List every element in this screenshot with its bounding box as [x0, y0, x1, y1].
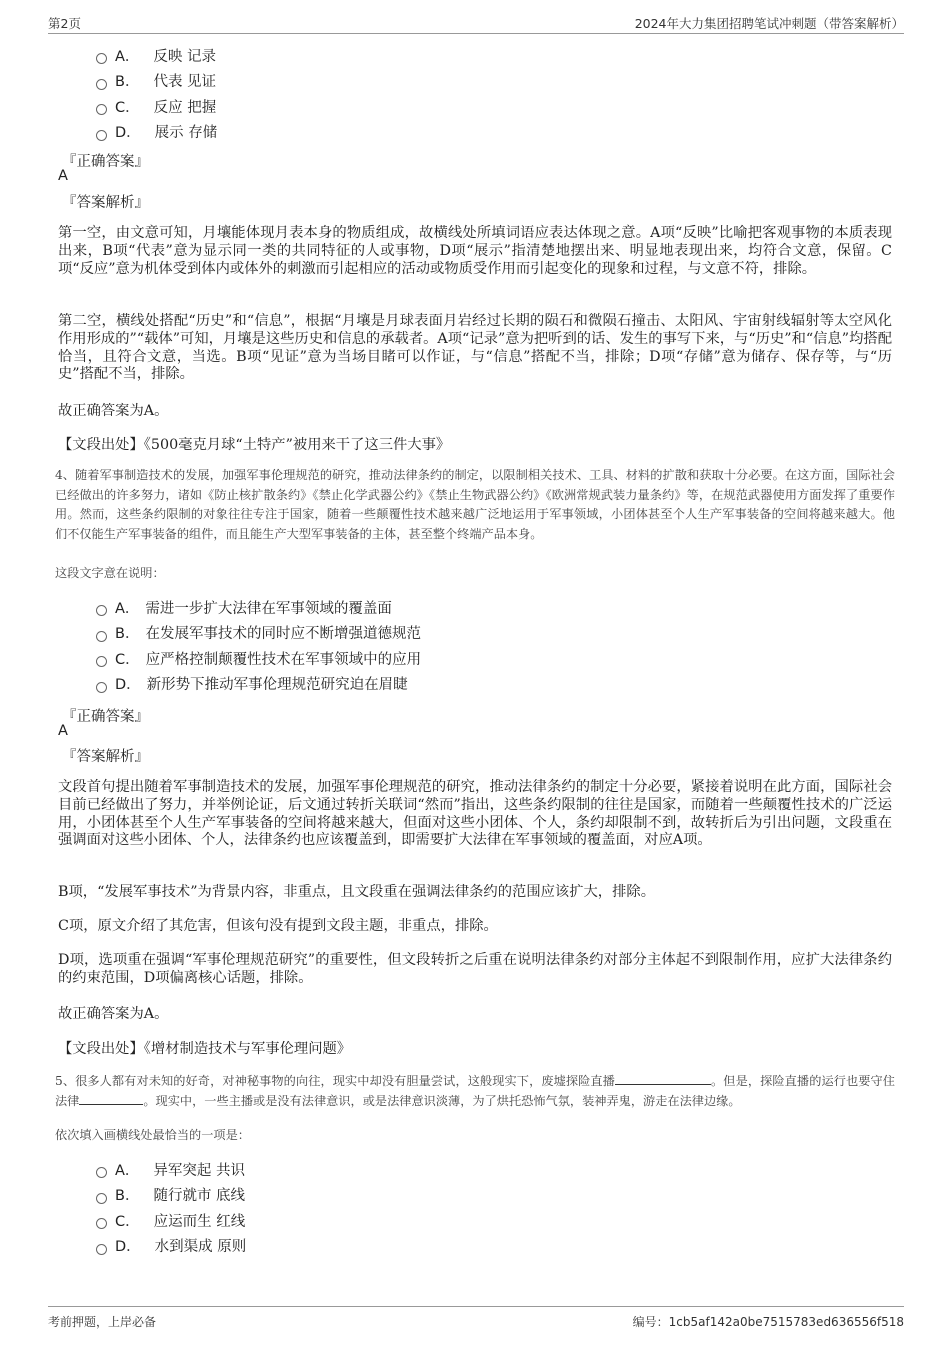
q5-blank-1[interactable] [615, 1072, 711, 1085]
analysis-label: 『答案解析』 [62, 195, 149, 211]
radio-icon[interactable] [96, 104, 107, 115]
option-letter: B． [115, 626, 140, 643]
q3-analysis-1: 第一空，由文意可知，月壤能体现月表本身的物质组成，故横线处所填词语应表达体现之意。A项“反映”比喻把客观事物的本质表现出来，B项“代表”意为显示同一类的共同特征的人或事物，D项“展示”指清楚地摆出来、明显地表现出来，均符合文意，保留。C项“反应”意为机体受到体内或体外的刺激而引起相应的活动或物质受作用而引起变化的现象和过程，与文意不符，排除。 [58, 225, 892, 277]
option-letter: D． [115, 125, 141, 142]
q5-options [96, 1158, 246, 1260]
option-letter: C． [115, 1213, 140, 1230]
option-text: 需进一步扩大法律在军事领域的覆盖面 [145, 600, 392, 617]
q3-answer: A [58, 168, 68, 184]
option-text: 展示 存储 [154, 125, 218, 142]
q5-blank-2[interactable] [79, 1092, 143, 1105]
page-footer [48, 1306, 904, 1329]
radio-icon[interactable] [96, 53, 107, 64]
option-text: 应运而生 红线 [153, 1213, 246, 1230]
q5-text-2: 。但是，探险直播的运行也要守住法律 [55, 1074, 895, 1108]
q4-answer: A [58, 723, 68, 739]
radio-icon[interactable] [96, 682, 107, 693]
option-text: 随行就市 底线 [153, 1188, 246, 1205]
page-header [48, 14, 904, 34]
radio-icon[interactable] [96, 631, 107, 642]
correct-answer-label: 『正确答案』 [62, 709, 149, 725]
option-text: 应严格控制颠覆性技术在军事领域中的应用 [145, 651, 422, 668]
option-letter: A． [115, 600, 140, 617]
option-text: 新形势下推动军事伦理规范研究迫在眉睫 [146, 677, 408, 694]
q3-analysis-2: 第二空，横线处搭配“历史”和“信息”，根据“月壤是月球表面月岩经过长期的陨石和微陨石撞击、太阳风、宇宙射线辐射等太空风化作用形成的”“载体”可知，月壤是这些历史和信息的承载者。A项“记录”意为把听到的话、发生的事写下来，与“历史”和“信息”均搭配恰当，且符合文意，当选。B项“见证”意为当场目睹可以作证，与“信息”搭配不当，排除；D项“存储”意为储存、保存等，与“历史”搭配不当，排除。 [58, 313, 892, 383]
option-text: 代表 见证 [153, 74, 217, 91]
document-title: 2024年大力集团招聘笔试冲刺题（带答案解析） [634, 16, 904, 31]
q4-analysis-1: 文段首句提出随着军事制造技术的发展，加强军事伦理规范的研究，推动法律条约的制定十分必要，紧接着说明在此方面，国际社会目前已经做出了努力，并举例论证，后文通过转折关联词“然而”指出，这些条约限制的往往是国家，而随着一些颠覆性技术的广泛运用，小团体甚至个人生产军事装备的空间将越来越大，但面对这些小团体、个人，条约却限制不到，故转折后为引出问题，文段重在强调面对这些小团体、个人，法律条约也应该覆盖到，即需要扩大法律在军事领域的覆盖面，对应A项。 [58, 779, 892, 849]
option-letter: A． [115, 1162, 140, 1179]
option-letter: C． [115, 99, 140, 116]
q4-option-c[interactable] [96, 647, 421, 673]
radio-icon[interactable] [96, 1218, 107, 1229]
option-text: 水到渠成 原则 [154, 1239, 247, 1256]
q5-option-d[interactable] [96, 1235, 246, 1261]
q4-analysis-4: D项，选项重在强调“军事伦理规范研究”的重要性，但文段转折之后重在说明法律条约对部分主体起不到限制作用，应扩大法律条约的约束范围，D项偏离核心话题，排除。 [58, 952, 892, 986]
option-letter: D． [115, 677, 141, 694]
option-letter: B． [115, 1188, 140, 1205]
q4-conclusion: 故正确答案为A。 [58, 1006, 169, 1022]
radio-icon[interactable] [96, 1244, 107, 1255]
radio-icon[interactable] [96, 1167, 107, 1178]
q4-analysis-3: C项，原文介绍了其危害，但该句没有提到文段主题，非重点，排除。 [58, 918, 498, 934]
q5-prompt: 依次填入画横线处最恰当的一项是： [55, 1128, 250, 1142]
q4-option-a[interactable] [96, 596, 421, 622]
q3-options [96, 44, 217, 146]
option-letter: C． [115, 651, 140, 668]
q5-text-1: 5、很多人都有对未知的好奇，对神秘事物的向往，现实中却没有胆量尝试，这般现实下，废墟探险直播 [55, 1074, 615, 1088]
q3-option-c[interactable] [96, 95, 217, 121]
option-letter: D． [115, 1239, 141, 1256]
q4-question: 4、随着军事制造技术的发展，加强军事伦理规范的研究，推动法律条约的制定，以限制相关技术、工具、材料的扩散和获取十分必要。在这方面，国际社会已经做出的许多努力，诸如《防止核扩散条约》《禁止化学武器公约》《禁止生物武器公约》《欧洲常规武装力量条约》等，在规范武器使用方面发挥了重要作用。然而，这些条约限制的对象往往专注于国家，随着一些颠覆性技术越来越广泛地运用于军事领域，小团体甚至个人生产军事装备的空间将越来越大。他们不仅能生产军事装备的组件，而且能生产大型军事装备的主体，甚至整个终端产品本身。 [55, 468, 895, 541]
option-text: 异军突起 共识 [153, 1162, 246, 1179]
radio-icon[interactable] [96, 605, 107, 616]
q3-option-b[interactable] [96, 70, 217, 96]
q5-option-a[interactable] [96, 1158, 246, 1184]
q4-options [96, 596, 421, 698]
page-number: 第2页 [48, 16, 81, 31]
option-text: 在发展军事技术的同时应不断增强道德规范 [145, 626, 421, 643]
option-letter: B． [115, 74, 140, 91]
analysis-label: 『答案解析』 [62, 749, 149, 765]
radio-icon[interactable] [96, 1193, 107, 1204]
q4-prompt: 这段文字意在说明： [55, 566, 165, 580]
q5-question [55, 1072, 895, 1111]
footer-slogan: 考前押题，上岸必备 [48, 1315, 157, 1329]
option-text: 反应 把握 [153, 99, 217, 116]
q4-source: 【文段出处】《增材制造技术与军事伦理问题》 [58, 1041, 352, 1057]
q5-option-c[interactable] [96, 1209, 246, 1235]
radio-icon[interactable] [96, 79, 107, 90]
q4-option-b[interactable] [96, 622, 421, 648]
q3-option-a[interactable] [96, 44, 217, 70]
q3-source: 【文段出处】《500毫克月球“土特产”被用来干了这三件大事》 [58, 437, 451, 453]
correct-answer-label: 『正确答案』 [62, 154, 149, 170]
option-text: 反映 记录 [153, 48, 217, 65]
document-code: 编号：1cb5af142a0be7515783ed636556f518 [632, 1315, 904, 1329]
q4-analysis-2: B项，“发展军事技术”为背景内容，非重点，且文段重在强调法律条约的范围应该扩大，排除。 [58, 884, 655, 900]
option-letter: A． [115, 48, 140, 65]
radio-icon[interactable] [96, 130, 107, 141]
radio-icon[interactable] [96, 656, 107, 667]
q4-option-d[interactable] [96, 673, 421, 699]
q3-option-d[interactable] [96, 121, 217, 147]
q5-option-b[interactable] [96, 1184, 246, 1210]
q3-conclusion: 故正确答案为A。 [58, 403, 169, 419]
q5-text-3: 。现实中，一些主播或是没有法律意识，或是法律意识淡薄，为了烘托恐怖气氛，装神弄鬼，游走在法律边缘。 [143, 1093, 741, 1108]
